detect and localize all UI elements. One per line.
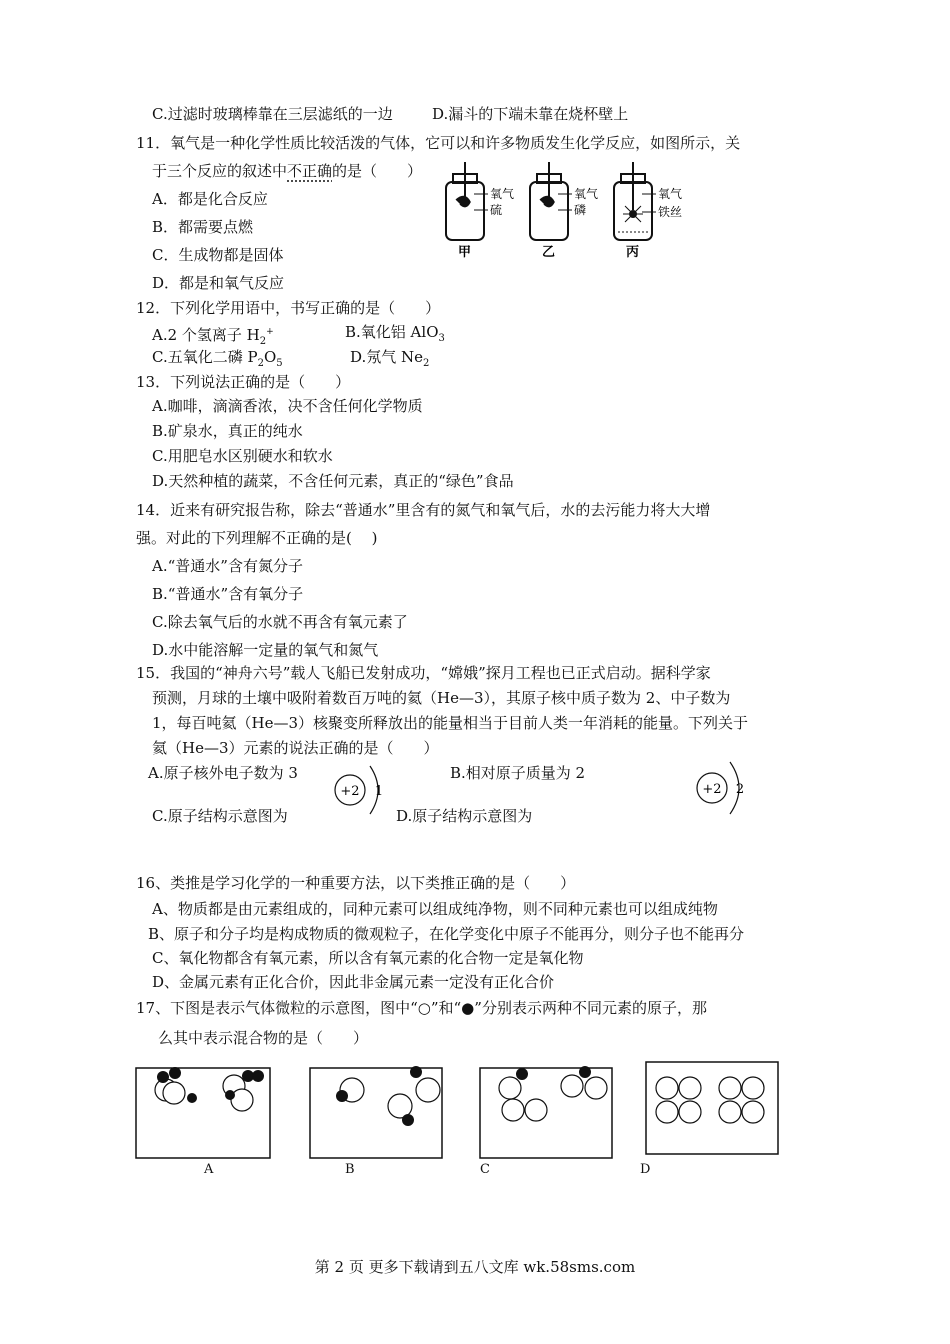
jar-yi-name: 乙 <box>542 245 556 260</box>
q14-stem-line1: 14．近来有研究报告称，除去“普通水”里含有的氮气和氧气后，水的去污能力将大大增 <box>136 501 711 519</box>
jar-yi <box>530 162 598 260</box>
q17-stem-line2: 么其中表示混合物的是（ ） <box>158 1029 369 1047</box>
q12-option-c <box>152 347 283 374</box>
q11-stem-part3: 的是（ ） <box>332 162 423 180</box>
q12-option-c-text: C.五氧化二磷 P <box>152 348 258 366</box>
particle-box-a <box>136 1067 270 1158</box>
q17-label-b: B <box>345 1162 355 1177</box>
q10-option-c: C.过滤时玻璃棒靠在三层滤纸的一边 <box>152 105 393 123</box>
q15-stem-line1: 15．我国的“神舟六号”载人飞船已发射成功，“嫦娥”探月工程也已正式启动。据科学家 <box>136 664 711 682</box>
q12-option-c-oxygen: O <box>263 348 277 366</box>
q17-stem-line1: 17、下图是表示气体微粒的示意图，图中“○”和“●”分别表示两种不同元素的原子，那 <box>136 999 707 1017</box>
q16-option-b: B、原子和分子均是构成物质的微观粒子，在化学变化中原子不能再分，则分子也不能再分 <box>148 925 745 943</box>
q12-option-d <box>350 347 429 374</box>
q11-stem-line2 <box>152 161 422 181</box>
q15-option-d: D.原子结构示意图为 <box>396 807 533 825</box>
q11-option-a: A．都是化合反应 <box>152 190 268 208</box>
particle-box-b <box>310 1066 442 1158</box>
q11-option-d: D．都是和氧气反应 <box>152 274 285 292</box>
q15-option-c: C.原子结构示意图为 <box>152 807 288 825</box>
q15-option-a: A.原子核外电子数为 3 <box>148 764 298 782</box>
jar-jia-gas-label: 氧气 <box>490 187 515 201</box>
q17-label-c: C <box>480 1162 490 1177</box>
q13-option-c: C.用肥皂水区别硬水和软水 <box>152 447 333 465</box>
jar-bing-name: 丙 <box>626 245 640 260</box>
q14-option-a: A.“普通水”含有氮分子 <box>152 557 303 575</box>
q16-option-d: D、金属元素有正化合价，因此非金属元素一定没有正化合价 <box>152 973 555 991</box>
q15-option-b: B.相对原子质量为 2 <box>450 764 586 782</box>
jar-jia-name: 甲 <box>458 245 472 260</box>
atom-c-electron-count: 1 <box>374 784 384 799</box>
q12-option-d-text: D.氖气 Ne <box>350 348 424 366</box>
jar-bing <box>614 162 682 260</box>
q11-option-c: C．生成物都是固体 <box>152 246 284 264</box>
q14-stem-line2: 强。对此的下列理解不正确的是( ) <box>136 529 378 547</box>
atom-d-electron-count: 2 <box>735 782 745 797</box>
jar-jia <box>446 162 514 260</box>
jar-yi-gas-label: 氧气 <box>574 187 599 201</box>
jar-bing-gas-label: 氧气 <box>658 187 683 201</box>
q15-stem-line3: 1，每百吨氦（He—3）核聚变所释放出的能量相当于目前人类一年消耗的能量。下列关于 <box>152 714 749 732</box>
jar-yi-substance-label: 磷 <box>574 203 587 217</box>
q12-option-c-subscript-2: 5 <box>276 358 283 369</box>
q12-option-a-text: A.2 个氢离子 H <box>152 326 260 344</box>
q11-option-b: B．都需要点燃 <box>152 218 254 236</box>
q12-option-c-subscript-1: 2 <box>257 358 264 369</box>
q12-option-d-subscript: 2 <box>423 358 430 369</box>
q14-option-d: D.水中能溶解一定量的氧气和氮气 <box>152 641 379 659</box>
jar-bing-substance-label: 铁丝 <box>658 205 683 219</box>
q15-atom-diagram-c <box>330 760 400 820</box>
q15-stem-line2: 预测，月球的土壤中吸附着数百万吨的氦（He—3），其原子核中质子数为 2、中子数为 <box>152 689 731 707</box>
q16-option-c: C、氧化物都含有氧元素，所以含有氧元素的化合物一定是氧化物 <box>152 949 584 967</box>
q17-label-a: A <box>204 1162 214 1177</box>
q13-option-b: B.矿泉水，真正的纯水 <box>152 422 303 440</box>
q12-option-a-subscript: 2 <box>259 336 267 347</box>
q12-stem: 12．下列化学用语中，书写正确的是（ ） <box>136 299 441 317</box>
q11-jars-figure <box>438 160 698 260</box>
particle-box-c <box>480 1066 612 1158</box>
q15-atom-diagram-d <box>692 758 762 818</box>
q15-stem-line4: 氦（He—3）元素的说法正确的是（ ） <box>152 739 439 757</box>
q10-option-d: D.漏斗的下端未靠在烧杯壁上 <box>432 105 629 123</box>
page-footer: 第 2 页 更多下载请到五八文库 wk.58sms.com <box>314 1258 636 1276</box>
q13-option-a: A.咖啡，滴滴香浓，决不含任何化学物质 <box>152 397 423 415</box>
q13-stem: 13．下列说法正确的是（ ） <box>136 373 351 391</box>
q11-emphasis: 不正确 <box>287 162 333 180</box>
jar-jia-substance-label: 硫 <box>490 203 503 217</box>
q16-stem: 16、类推是学习化学的一种重要方法，以下类推正确的是（ ） <box>136 874 576 892</box>
particle-box-d <box>646 1062 778 1154</box>
q12-option-b-text: B.氧化铝 AlO <box>345 323 439 341</box>
q14-option-b: B.“普通水”含有氧分子 <box>152 585 304 603</box>
q12-option-b-subscript: 3 <box>438 333 445 344</box>
q17-label-d: D <box>640 1162 651 1177</box>
q14-option-c: C.除去氧气后的水就不再含有氧元素了 <box>152 613 408 631</box>
atom-d-nucleus-charge: +2 <box>702 782 722 797</box>
q11-stem-line1: 11．氧气是一种化学性质比较活泼的气体，它可以和许多物质发生化学反应，如图所示，关 <box>136 134 741 152</box>
q16-option-a: A、物质都是由元素组成的，同种元素可以组成纯净物，则不同种元素也可以组成纯物 <box>152 900 718 918</box>
q11-stem-part1: 于三个反应的叙述中 <box>152 162 288 180</box>
q12-option-a-superscript: + <box>266 327 274 337</box>
q17-particle-figure <box>130 1060 780 1180</box>
q13-option-d: D.天然种植的蔬菜，不含任何元素，真正的“绿色”食品 <box>152 472 514 490</box>
atom-c-nucleus-charge: +2 <box>340 784 360 799</box>
q12-option-b <box>345 322 445 349</box>
